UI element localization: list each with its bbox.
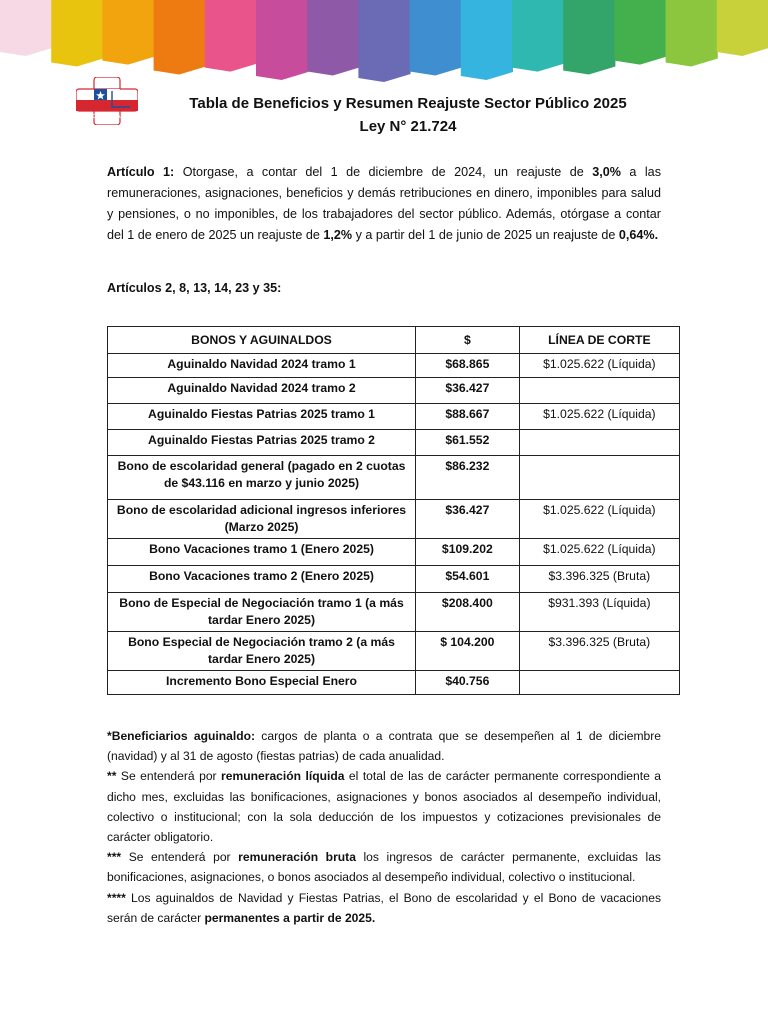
header-amount: $ [416,327,520,354]
bono-amount-cell: $40.756 [416,671,520,695]
bono-amount-cell: $61.552 [416,430,520,456]
banner-strip [563,0,615,74]
note-permanentes [107,888,661,928]
table-row [108,632,680,671]
linea-corte-cell [519,456,679,500]
banner-strip [102,0,154,65]
bono-name-cell: Bono de Especial de Negociación tramo 1 (a más tardar Enero 2025) [108,593,416,632]
bono-amount-cell: $86.232 [416,456,520,500]
table-row [108,430,680,456]
bono-name-cell: Bono de escolaridad adicional ingresos inferiores (Marzo 2025) [108,500,416,539]
table-row [108,378,680,404]
footnotes [107,726,661,928]
linea-corte-cell: $1.025.622 (Líquida) [519,354,679,378]
linea-corte-cell [519,430,679,456]
bono-name-cell: Aguinaldo Navidad 2024 tramo 1 [108,354,416,378]
note-text: Se entenderá por [121,850,239,865]
table-row [108,593,680,632]
note-remuneracion-bruta [107,847,661,887]
articles-subheading: Artículos 2, 8, 13, 14, 23 y 35: [107,281,282,295]
note-text: el total de las de carácter permanente correspondiente a dicho mes, excluidas las bonificaciones, asignaciones y bonos asociados al desempeño individual, colectivo o institucional; con la sola deducción de los impuestos y cotizaciones previsionales de carácter obligatorio. [107,769,662,845]
note-bold: remuneración bruta [238,850,356,865]
banner-strip [512,0,564,72]
table-row [108,671,680,695]
banner-strip [666,0,718,66]
table-row [108,500,680,539]
banner-strip [0,0,52,56]
title-line-1: Tabla de Beneficios y Resumen Reajuste Sector Público 2025 [189,95,627,112]
bono-name-cell: Bono de escolaridad general (pagado en 2 cuotas de $43.116 en marzo y junio 2025) [108,456,416,500]
linea-corte-cell: $931.393 (Líquida) [519,593,679,632]
banner-strip [154,0,206,74]
bono-amount-cell: $36.427 [416,378,520,404]
linea-corte-cell [519,671,679,695]
bono-amount-cell: $88.667 [416,404,520,430]
reajuste-ene-2025: 1,2% [323,228,353,242]
note-stars: *** [107,850,122,865]
reajuste-jun-2025: 0,64%. [618,228,659,242]
note-beneficiarios [107,726,661,766]
bono-name-cell: Bono Vacaciones tramo 1 (Enero 2025) [108,539,416,566]
bono-amount-cell: $36.427 [416,500,520,539]
banner-strip [614,0,666,65]
article-1-text: Otorgase, a contar del 1 de diciembre de 2024, un reajuste de [174,165,593,179]
bono-amount-cell: $54.601 [416,566,520,593]
note-text: cargos de planta o a contrata que se desempeñen al 1 de diciembre (navidad) y al 31 de agosto (fiestas patrias) de cada anualidad. [107,729,661,764]
banner-strip [307,0,359,75]
bono-name-cell: Aguinaldo Fiestas Patrias 2025 tramo 2 [108,430,416,456]
linea-corte-cell: $1.025.622 (Líquida) [519,404,679,430]
linea-corte-cell: $3.396.325 (Bruta) [519,566,679,593]
table-row [108,404,680,430]
linea-corte-cell: $1.025.622 (Líquida) [519,539,679,566]
logo-text: CONFUSAM [87,113,127,120]
bono-name-cell: Bono Vacaciones tramo 2 (Enero 2025) [108,566,416,593]
banner-strip [461,0,513,80]
note-text: Los aguinaldos de Navidad y Fiestas Patrias, el Bono de escolaridad y el Bono de vacaciones serán de carácter [107,890,661,925]
bono-amount-cell: $ 104.200 [416,632,520,671]
bono-name-cell: Bono Especial de Negociación tramo 2 (a más tardar Enero 2025) [108,632,416,671]
bonos-table [107,326,680,695]
bono-amount-cell: $68.865 [416,354,520,378]
bono-name-cell: Aguinaldo Fiestas Patrias 2025 tramo 1 [108,404,416,430]
article-1-text: a las remuneraciones, asignaciones, beneficios y demás retribuciones en dinero, imponibles para salud y pensiones, o no imponibles, de los trabajadores del sector público. Además, otórgase a contar del 1 de enero de 2025 un reajuste de [107,165,661,242]
table-row [108,354,680,378]
table-row [108,539,680,566]
table-row [108,456,680,500]
note-bold: remuneración líquida [221,769,345,784]
header-bonos: BONOS Y AGUINALDOS [108,327,416,354]
linea-corte-cell [519,378,679,404]
header-linea-corte: LÍNEA DE CORTE [519,327,679,354]
note-remuneracion-liquida [107,766,661,847]
linea-corte-cell: $1.025.622 (Líquida) [519,500,679,539]
note-text: los ingresos de carácter permanente, excluidas las bonificaciones, asignaciones, o bonos asociados al desempeño individual, colectivo o institucional. [107,850,661,885]
table-header-row [108,327,680,354]
article-1-text: y a partir del 1 de junio de 2025 un reajuste de [352,228,619,242]
table-row [108,566,680,593]
article-1-label: Artículo 1: [107,165,175,179]
banner-strip [256,0,308,80]
banner-strip [205,0,257,72]
banner-strip [358,0,410,82]
note-stars: ** [107,769,117,784]
article-1-paragraph [107,162,661,246]
bono-name-cell: Incremento Bono Especial Enero [108,671,416,695]
banner-strip [51,0,103,66]
title-line-2: Ley N° 21.724 [359,118,457,135]
linea-corte-cell: $3.396.325 (Bruta) [519,632,679,671]
note-text: Se entenderá por [116,769,222,784]
note-stars: **** [107,890,126,905]
banner-strip [410,0,462,75]
document-title [0,92,768,138]
note-bold: permanentes a partir de 2025. [204,910,376,925]
bono-name-cell: Aguinaldo Navidad 2024 tramo 2 [108,378,416,404]
bono-amount-cell: $208.400 [416,593,520,632]
bono-amount-cell: $109.202 [416,539,520,566]
reajuste-dic-2024: 3,0% [592,165,621,179]
banner-strip [717,0,768,56]
note-label: *Beneficiarios aguinaldo: [107,729,256,743]
